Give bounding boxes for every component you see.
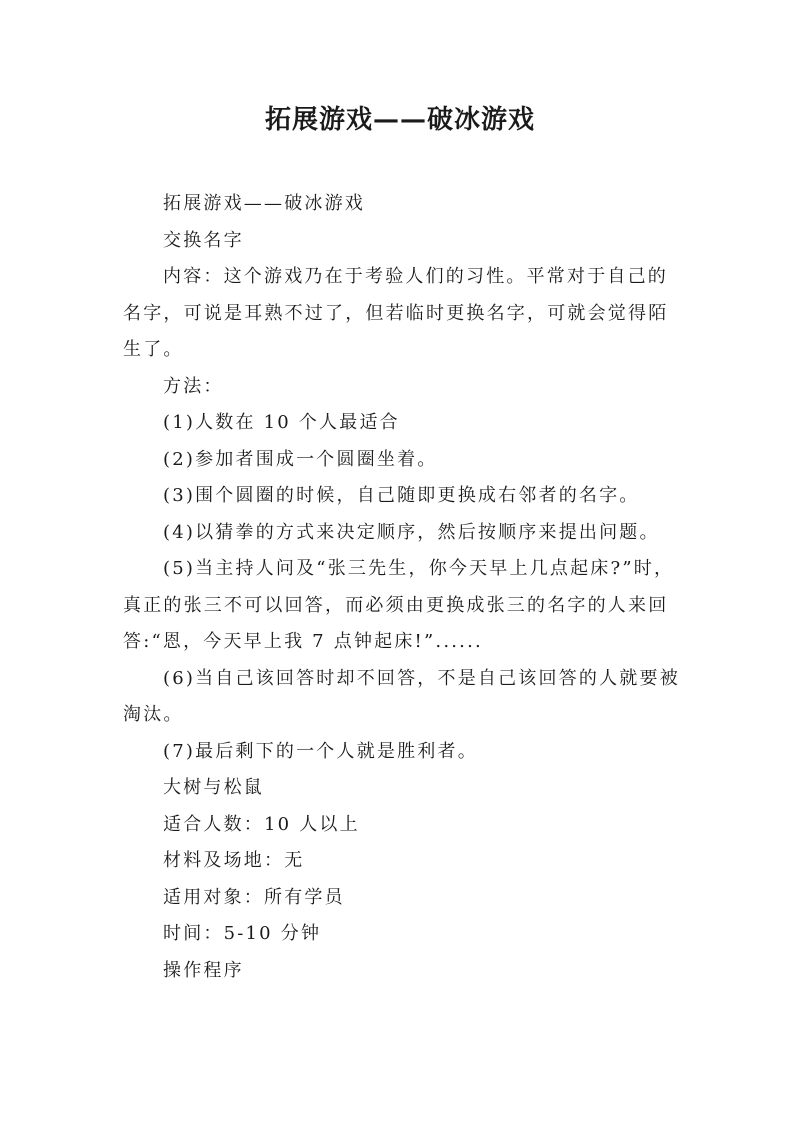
paragraph-content: 内容：这个游戏乃在于考验人们的习性。平常对于自己的名字，可说是耳熟不过了，但若临时更换名字，可就会觉得陌生了。: [123, 266, 669, 360]
paragraph-target-audience: 适用对象：所有学员: [163, 886, 345, 908]
document-title: 拓展游戏——破冰游戏: [264, 105, 535, 135]
paragraph-step-2: (2)参加者围成一个圆圈坐着。: [163, 448, 438, 470]
paragraph-method-heading: 方法：: [163, 375, 224, 397]
document-body: [123, 186, 688, 989]
paragraph-step-5: (5)当主持人问及“张三先生，你今天早上几点起床?”时，真正的张三不可以回答，而必须由更换成张三的名字的人来回答:“恩，今天早上我 7 点钟起床!”......: [123, 558, 675, 652]
paragraph-materials: 材料及场地：无: [163, 850, 305, 871]
paragraph-game-name-exchange: 交换名字: [163, 229, 244, 251]
paragraph-procedure-heading: 操作程序: [163, 959, 244, 981]
paragraph-step-6: (6)当自己该回答时却不回答，不是自己该回答的人就要被淘汰。: [123, 667, 680, 725]
paragraph-step-3: (3)围个圆圈的时候，自己随即更换成右邻者的名字。: [163, 485, 640, 506]
paragraph-step-7: (7)最后剩下的一个人就是胜利者。: [163, 740, 478, 762]
paragraph-subtitle: 拓展游戏——破冰游戏: [163, 193, 365, 214]
paragraph-step-4: (4)以猜拳的方式来决定顺序，然后按顺序来提出问题。: [163, 521, 660, 543]
paragraph-step-1: (1)人数在 10 个人最适合: [163, 412, 400, 433]
paragraph-game-tree-squirrel: 大树与松鼠: [163, 777, 264, 798]
paragraph-participants: 适合人数：10 人以上: [163, 813, 360, 835]
paragraph-duration: 时间：5-10 分钟: [163, 923, 322, 944]
